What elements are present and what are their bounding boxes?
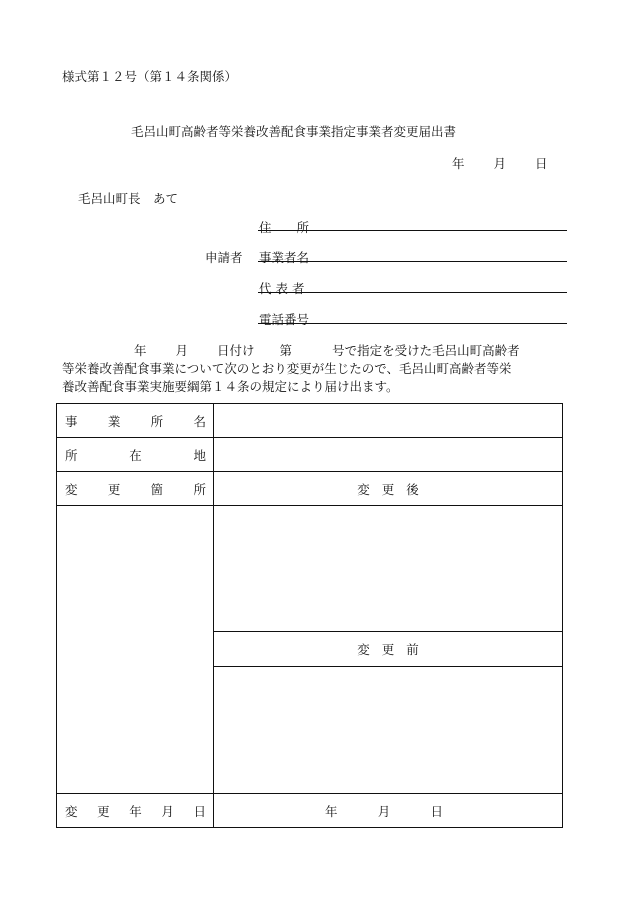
date-day: 日: [535, 156, 548, 171]
address-label: 住 所: [259, 220, 310, 235]
applicant-label: 申請者: [205, 250, 243, 265]
after-change-header: 変 更 後: [214, 472, 563, 506]
submission-date: [452, 154, 548, 172]
declaration-line-2: 等栄養改善配食事業について次のとおり変更が生じたので、毛呂山町高齢者等栄: [62, 361, 512, 376]
business-name-field-line[interactable]: [258, 261, 567, 262]
document-title: 毛呂山町高齢者等栄養改善配食事業指定事業者変更届出書: [131, 124, 457, 139]
change-details-table: [56, 403, 563, 828]
office-name-label: 事 業 所 名: [57, 404, 214, 438]
location-label: 所 在 地: [57, 438, 214, 472]
before-change-value[interactable]: [214, 667, 562, 793]
phone-field-line[interactable]: [258, 323, 567, 324]
declaration-line-3: 養改善配食事業実施要綱第１４条の規定により届け出ます。: [62, 379, 399, 394]
date-month: 月: [493, 156, 507, 171]
after-change-value[interactable]: [214, 506, 562, 631]
location-value[interactable]: [214, 438, 563, 472]
before-change-header: 変 更 前: [214, 631, 562, 667]
declaration-paragraph: [62, 342, 574, 396]
change-content-cell: [214, 506, 563, 794]
representative-label: 代 表 者: [259, 281, 305, 296]
office-name-value[interactable]: [214, 404, 563, 438]
date-year: 年: [452, 156, 465, 171]
form-number: 様式第１２号（第１４条関係）: [62, 69, 238, 84]
changed-item-label: 変 更 箇 所: [57, 472, 214, 506]
address-field-line[interactable]: [258, 230, 567, 231]
changed-item-value[interactable]: [57, 506, 214, 794]
change-date-label: 変 更 年 月 日: [57, 794, 214, 828]
change-date-value[interactable]: 年 月 日: [214, 794, 563, 828]
declaration-line-1: 年 月 日付け 第 号で指定を受けた毛呂山町高齢者: [134, 343, 520, 358]
addressee: 毛呂山町長 あて: [78, 191, 179, 206]
phone-label: 電話番号: [259, 312, 310, 327]
business-name-label: 事業者名: [259, 250, 310, 265]
representative-field-line[interactable]: [258, 292, 567, 293]
